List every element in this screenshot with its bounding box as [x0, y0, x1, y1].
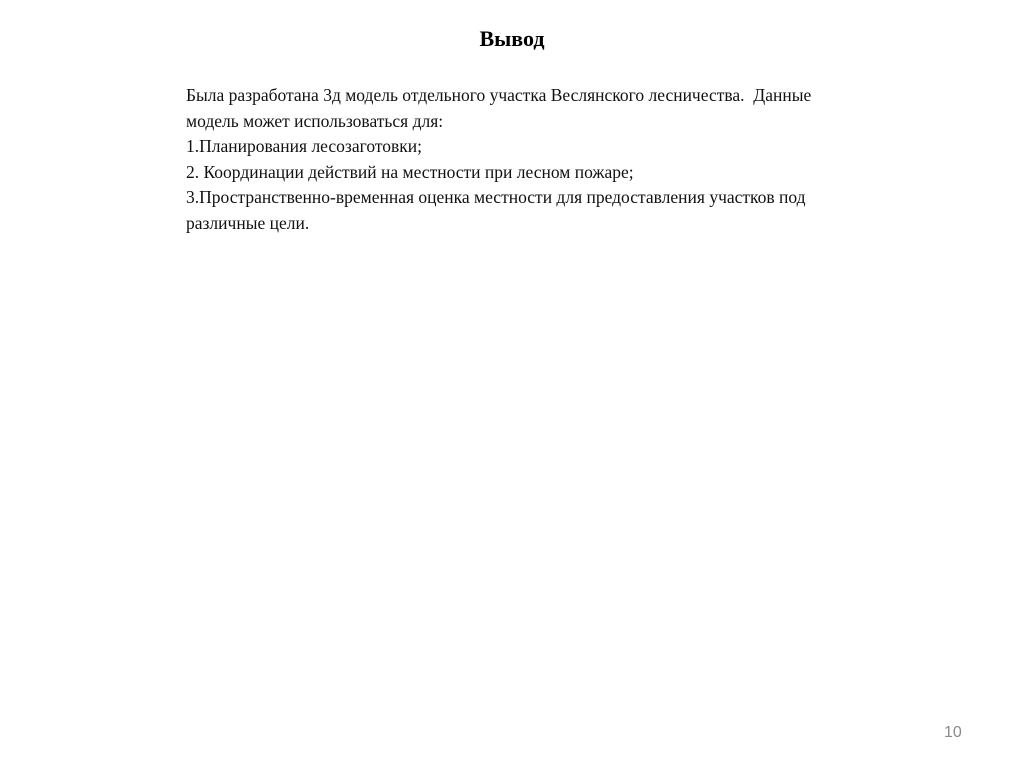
list-item-3-continued: различные цели. — [186, 212, 310, 233]
slide-title: Вывод — [479, 26, 545, 51]
list-item-2: 2. Координации действий на местности при лесном пожаре; — [186, 161, 634, 182]
list-item-3: 3.Пространственно-временная оценка местности для предоставления участков под — [186, 187, 806, 207]
page-number: 10 — [944, 724, 962, 741]
slide-body — [186, 83, 926, 236]
body-line: Была разработана 3д модель отдельного участка Веслянского лесничества. Данные — [186, 85, 812, 105]
list-item-1: 1.Планирования лесозаготовки; — [186, 136, 423, 156]
body-line: модель может использоваться для: — [186, 110, 444, 131]
